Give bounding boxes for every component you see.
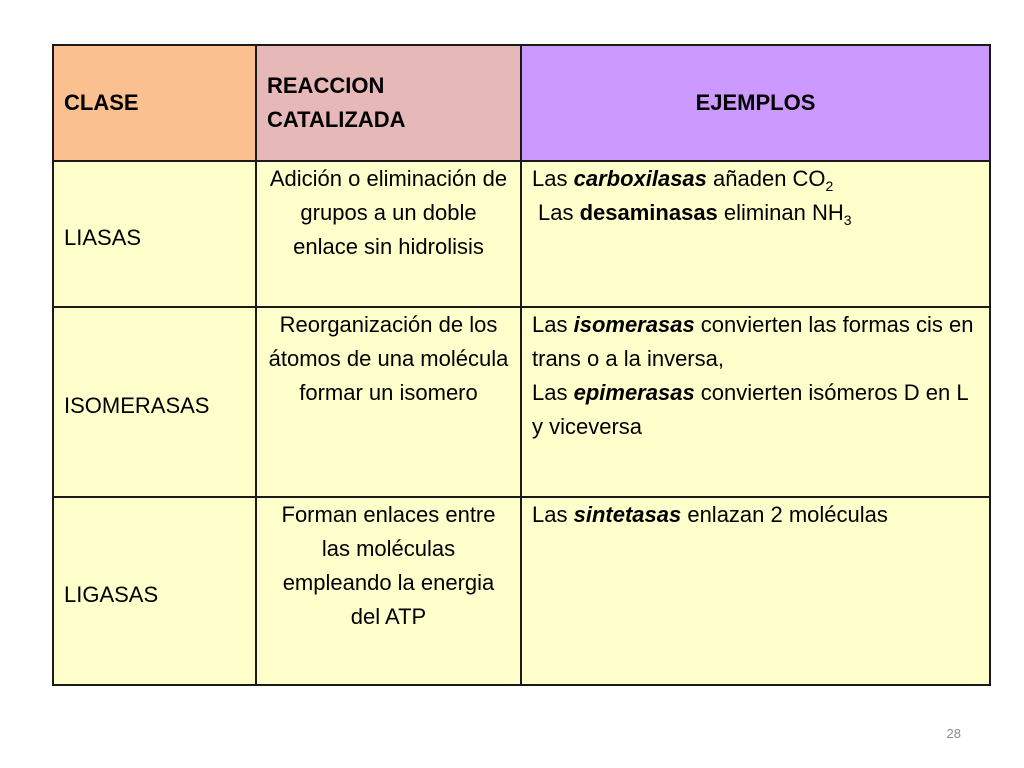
header-reaccion-line1: REACCION [267, 73, 385, 98]
reaction-cell-liasas: Adición o eliminación de grupos a un doble enlace sin hidrolisis [256, 161, 521, 307]
example-suffix: enlazan 2 moléculas [681, 502, 888, 527]
header-clase [53, 45, 256, 161]
example-prefix: Las [532, 380, 574, 405]
example-line [532, 162, 979, 196]
enzyme-name: isomerasas [573, 312, 695, 337]
subscript: 2 [825, 178, 834, 194]
enzyme-name: epimerasas [573, 380, 695, 405]
class-name: LIASAS [64, 225, 142, 250]
reaction-cell-ligasas: Forman enlaces entre las moléculas empleando la energia del ATP [256, 497, 521, 685]
class-name: ISOMERASAS [64, 393, 210, 418]
enzyme-classes-table [52, 44, 991, 686]
reaction-cell-isomerasas: Reorganización de los átomos de una molécula formar un isomero [256, 307, 521, 497]
example-cell-liasas [521, 161, 990, 307]
example-line [532, 196, 979, 230]
enzyme-name: sintetasas [573, 502, 682, 527]
header-reaccion-line2: CATALIZADA [267, 107, 406, 132]
example-part [532, 376, 979, 444]
table-row-ligasas [53, 497, 990, 685]
example-suffix: convierten isómeros D en L y viceversa [532, 380, 968, 439]
example-suffix: añaden CO [706, 166, 826, 191]
example-cell-isomerasas [521, 307, 990, 497]
subscript: 3 [843, 212, 852, 228]
enzyme-name: carboxilasas [573, 166, 707, 191]
class-cell-isomerasas [53, 307, 256, 497]
example-prefix: Las [532, 312, 574, 337]
header-clase-label: CLASE [64, 90, 139, 115]
table-row-isomerasas [53, 307, 990, 497]
class-name: LIGASAS [64, 582, 159, 607]
header-reaccion [256, 45, 521, 161]
table-row-liasas [53, 161, 990, 307]
header-row [53, 45, 990, 161]
example-prefix: Las [538, 200, 580, 225]
enzyme-name: desaminasas [579, 200, 718, 225]
example-line [532, 498, 979, 532]
class-cell-ligasas [53, 497, 256, 685]
example-prefix: Las [532, 166, 574, 191]
example-suffix: eliminan NH [717, 200, 844, 225]
example-cell-ligasas [521, 497, 990, 685]
header-ejemplos-label: EJEMPLOS [695, 90, 816, 115]
example-prefix: Las [532, 502, 574, 527]
page-number: 28 [946, 726, 961, 741]
example-part [532, 312, 973, 371]
class-cell-liasas [53, 161, 256, 307]
example-suffix: convierten las formas cis en trans o a la inversa, [532, 312, 974, 371]
header-ejemplos [521, 45, 990, 161]
